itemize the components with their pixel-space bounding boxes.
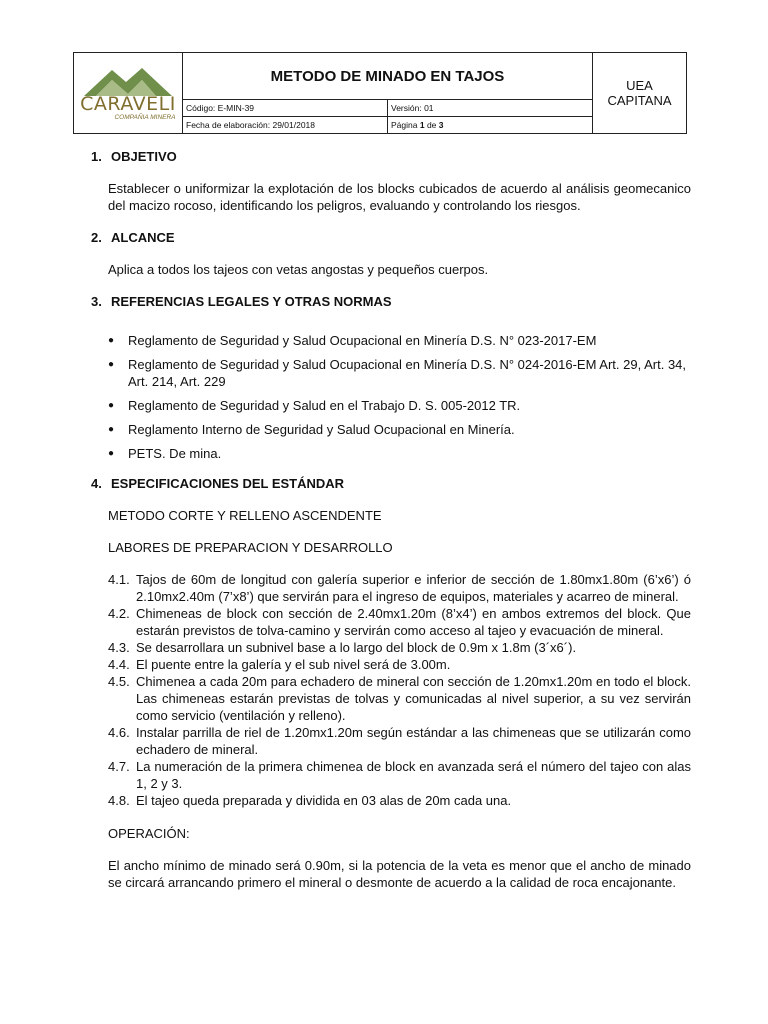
section-objetivo-text: Establecer o uniformizar la explotación de los blocks cubicados de acuerdo al análisis geomecanico del macizo rocoso, identificando los peligros, evaluando y controlando los riesgos. (108, 181, 691, 213)
page-number (388, 117, 593, 134)
list-item: 4.7. La numeración de la primera chimenea de block en avanzada será el número del tajeo con alas 1, 2 y 3. (108, 759, 691, 791)
document-date: Fecha de elaboración: 29/01/2018 (183, 117, 388, 134)
section-alcance-text: Aplica a todos los tajeos con vetas angostas y pequeños cuerpos. (108, 262, 489, 277)
uea-label: UEA (626, 78, 653, 93)
list-item: ● Reglamento de Seguridad y Salud Ocupacional en Minería D.S. N° 024-2016-EM Art. 29, Art. 34, Art. 214, Art. 229 (108, 357, 687, 389)
page-prefix: Página (391, 120, 420, 130)
logo-subtitle: COMPAÑIA MINERA (114, 114, 176, 121)
page-total: 3 (438, 120, 444, 130)
list-item: 4.8. El tajeo queda preparada y dividida en 03 alas de 20m cada una. (108, 793, 512, 808)
list-item: 4.5. Chimenea a cada 20m para echadero de mineral con sección de 1.20mx1.20m en todo el block. Las chimeneas estarán previstas de tolvas y comunicadas al nivel superior, a su vez servirán como servicio (ventilación y relleno). (108, 674, 691, 723)
bullet-icon: ● (108, 424, 115, 435)
section-especificaciones-title: 4. ESPECIFICACIONES DEL ESTÁNDAR (91, 476, 345, 491)
bullet-icon: ● (108, 359, 115, 370)
document-title: METODO DE MINADO EN TAJOS (183, 53, 593, 100)
especificaciones-list (108, 571, 691, 809)
list-item: 4.1. Tajos de 60m de longitud con galería superior e inferior de sección de 1.80mx1.80m (6’x6’) ó 2.10mx2.40m (7’x8’) que servirán para el ingreso de equipos, materiales y acarreo de mineral. (108, 572, 691, 604)
bullet-icon: ● (108, 448, 115, 459)
page-current: 1 (419, 120, 425, 130)
list-item: 4.4. El puente entre la galería y el sub nivel será de 3.00m. (108, 657, 451, 672)
section-alcance-title: 2. ALCANCE (91, 230, 175, 245)
list-item: 4.6. Instalar parrilla de riel de 1.20mx1.20m según estándar a las chimeneas que se utilizarán como echadero de mineral. (108, 725, 691, 757)
logo-cell (74, 53, 183, 134)
list-item: ● Reglamento de Seguridad y Salud en el Trabajo D. S. 005-2012 TR. (108, 398, 521, 413)
document-header-table (73, 52, 687, 134)
list-item: 4.3. Se desarrollara un subnivel base a lo largo del block de 0.9m x 1.8m (3´x6´). (108, 640, 577, 655)
logo-name: CARAVELI (80, 93, 176, 115)
document-code: Código: E-MIN-39 (183, 100, 388, 117)
referencias-list (108, 332, 691, 462)
operacion-text: El ancho mínimo de minado será 0.90m, si la potencia de la veta es menor que el ancho de minado se circará arrancando primero el mineral o desmonte de acuerdo a la calidad de roca encajonante. (108, 858, 691, 890)
list-item: ● PETS. De mina. (108, 446, 222, 461)
list-item: 4.2. Chimeneas de block con sección de 2.40mx1.20m (8’x4’) en ambos extremos del block. Que estarán previstos de tolva-camino y servirán como acceso al tajeo y evacuación de mineral. (108, 606, 691, 638)
list-item: ● Reglamento de Seguridad y Salud Ocupacional en Minería D.S. N° 023-2017-EM (108, 333, 597, 348)
bullet-icon: ● (108, 400, 115, 411)
section-objetivo-title: 1. OBJETIVO (91, 149, 177, 164)
bullet-icon: ● (108, 335, 115, 346)
list-item: ● Reglamento Interno de Seguridad y Salud Ocupacional en Minería. (108, 422, 515, 437)
section-referencias-title: 3. REFERENCIAS LEGALES Y OTRAS NORMAS (91, 294, 392, 309)
operacion-title: OPERACIÓN: (108, 826, 190, 841)
uea-cell (593, 53, 687, 134)
labores-label: LABORES DE PREPARACION Y DESARROLLO (108, 540, 393, 555)
company-logo (74, 64, 182, 122)
document-version: Versión: 01 (388, 100, 593, 117)
document-body (91, 148, 691, 891)
uea-unit: CAPITANA (607, 93, 672, 108)
method-label: METODO CORTE Y RELLENO ASCENDENTE (108, 508, 382, 523)
page-mid: de (424, 120, 439, 130)
